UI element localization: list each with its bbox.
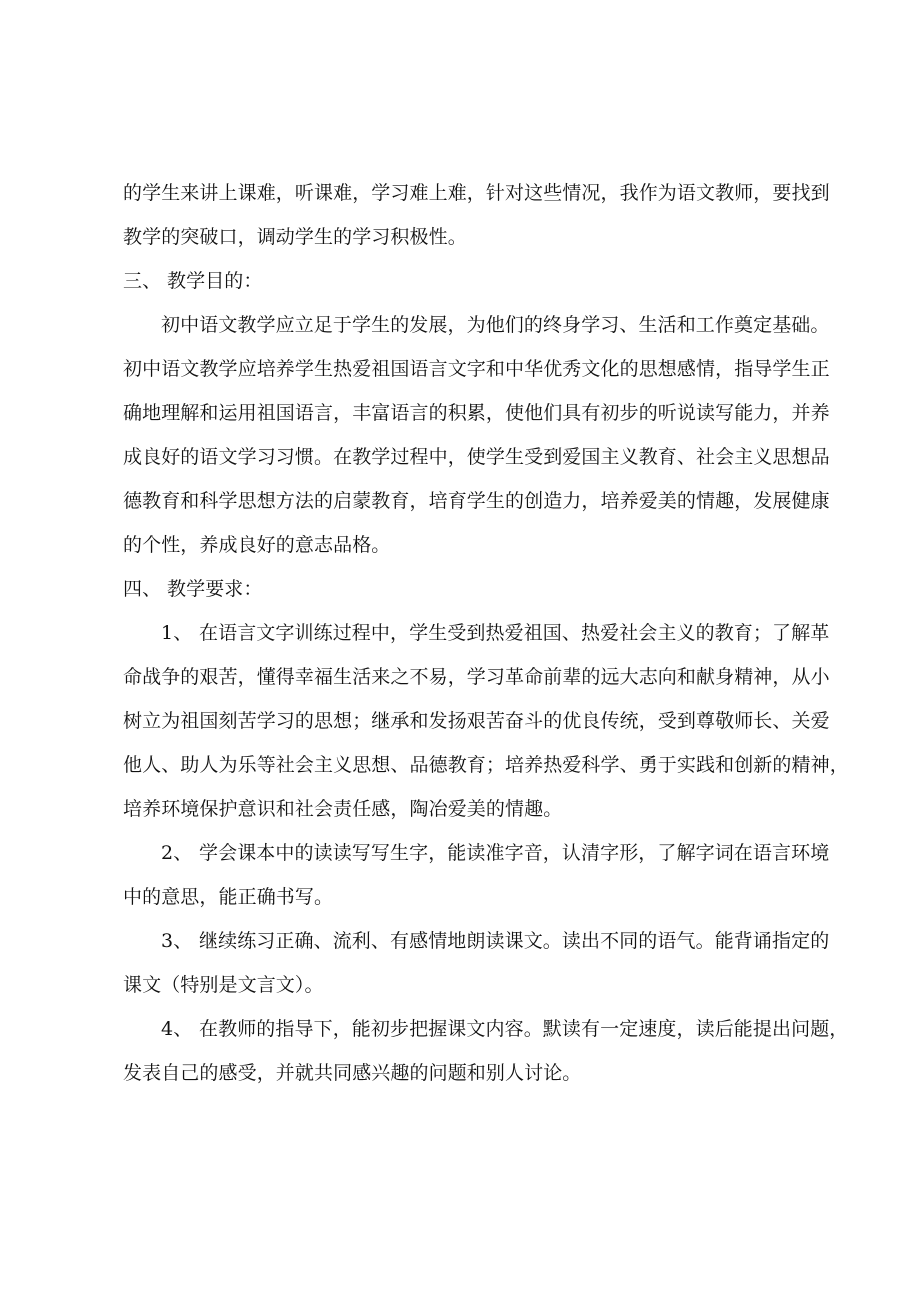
section3-line: 确地理解和运用祖国语言，丰富语言的积累，使他们具有初步的听说读写能力，并养 <box>123 402 830 424</box>
requirement-text: 在教师的指导下，能初步把握课文内容。默读有一定速度，读后能提出问题， <box>199 1018 849 1040</box>
section3-line: 的个性，养成良好的意志品格。 <box>123 534 391 556</box>
requirement-number: 4、 <box>161 1018 193 1040</box>
requirement-item-1-line: 命战争的艰苦，懂得幸福生活来之不易，学习革命前辈的远大志向和献身精神，从小 <box>123 666 830 688</box>
requirement-item-3-line: 课文（特别是文言文）。 <box>123 974 324 996</box>
section4-heading <box>123 574 263 604</box>
section4-number: 四、 <box>123 578 162 600</box>
section3-line: 成良好的语文学习习惯。在教学过程中，使学生受到爱国主义教育、社会主义思想品 <box>123 446 830 468</box>
requirement-item-4-line: 发表自己的感受，并就共同感兴趣的问题和别人讨论。 <box>123 1062 582 1084</box>
section3-heading <box>123 266 263 296</box>
requirement-text: 在语言文字训练过程中，学生受到热爱祖国、热爱社会主义的教育；了解革 <box>199 622 830 644</box>
section3-line: 初中语文教学应培养学生热爱祖国语言文字和中华优秀文化的思想感情，指导学生正 <box>123 358 830 380</box>
requirement-item-1-line: 培养环境保护意识和社会责任感，陶冶爱美的情趣。 <box>123 798 563 820</box>
requirement-item-1-first-line <box>161 618 829 648</box>
section4-title: 教学要求： <box>167 578 263 600</box>
intro-line-1: 的学生来讲上课难，听课难，学习难上难，针对这些情况，我作为语文教师，要找到 <box>123 182 830 204</box>
requirement-item-4-first-line <box>161 1014 848 1044</box>
section3-line: 初中语文教学应立足于学生的发展，为他们的终身学习、生活和工作奠定基础。 <box>161 314 830 336</box>
requirement-text: 继续练习正确、流利、有感情地朗读课文。读出不同的语气。能背诵指定的 <box>199 930 830 952</box>
requirement-number: 3、 <box>161 930 193 952</box>
requirement-item-3-first-line <box>161 926 829 956</box>
requirement-item-1-line: 树立为祖国刻苦学习的思想；继承和发扬艰苦奋斗的优良传统，受到尊敬师长、关爱 <box>123 710 830 732</box>
requirement-item-2-first-line <box>161 838 829 868</box>
requirement-item-1-line: 他人、助人为乐等社会主义思想、品德教育；培养热爱科学、勇于实践和创新的精神， <box>123 754 849 776</box>
requirement-number: 1、 <box>161 622 193 644</box>
requirement-item-2-line: 中的意思，能正确书写。 <box>123 886 334 908</box>
requirement-text: 学会课本中的读读写写生字，能读准字音，认清字形，了解字词在语言环境 <box>199 842 830 864</box>
intro-line-2: 教学的突破口，调动学生的学习积极性。 <box>123 226 467 248</box>
section3-number: 三、 <box>123 270 162 292</box>
requirement-number: 2、 <box>161 842 193 864</box>
section3-line: 德教育和科学思想方法的启蒙教育，培育学生的创造力，培养爱美的情趣，发展健康 <box>123 490 830 512</box>
section3-title: 教学目的： <box>167 270 263 292</box>
